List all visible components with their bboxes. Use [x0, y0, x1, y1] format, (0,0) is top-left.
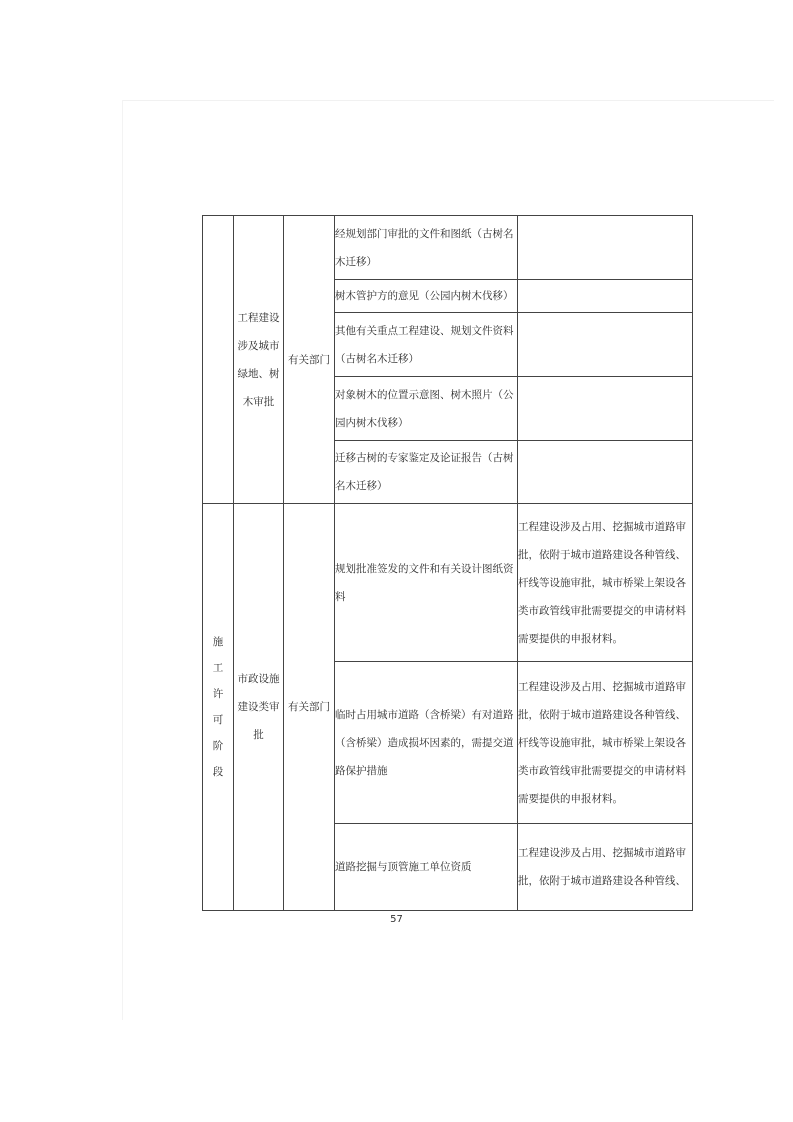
scan-edge — [122, 100, 123, 1020]
note-cell — [518, 377, 693, 441]
material-cell: 经规划部门审批的文件和图纸（古树名木迁移） — [335, 216, 518, 280]
stage-char: 工 — [212, 662, 224, 674]
material-cell: 其他有关重点工程建设、规划文件资料（古树名木迁移） — [335, 313, 518, 377]
stage-char: 段 — [212, 766, 224, 778]
material-cell: 规划批准签发的文件和有关设计图纸资料 — [335, 504, 518, 662]
stage-char: 可 — [212, 714, 224, 726]
stage-char: 施 — [212, 636, 224, 648]
category-cell: 市政设施建设类审批 — [234, 504, 284, 911]
note-cell — [518, 280, 693, 313]
material-cell: 对象树木的位置示意图、树木照片（公园内树木伐移） — [335, 377, 518, 441]
material-cell: 树木管护方的意见（公园内树木伐移） — [335, 280, 518, 313]
department-cell: 有关部门 — [284, 216, 335, 504]
requirements-table — [202, 215, 693, 911]
note-cell — [518, 216, 693, 280]
scan-edge — [122, 100, 774, 101]
material-cell: 道路挖掘与顶管施工单位资质 — [335, 824, 518, 911]
stage-char: 阶 — [212, 740, 224, 752]
department-cell: 有关部门 — [284, 504, 335, 911]
stage-cell-empty — [203, 216, 234, 504]
material-cell: 迁移古树的专家鉴定及论证报告（古树名木迁移） — [335, 441, 518, 504]
stage-char: 许 — [212, 688, 224, 700]
table-row — [203, 504, 693, 662]
material-cell: 临时占用城市道路（含桥梁）有对道路（含桥梁）造成损坏因素的，需提交道路保护措施 — [335, 662, 518, 824]
category-cell: 工程建设涉及城市绿地、树木审批 — [234, 216, 284, 504]
note-cell — [518, 441, 693, 504]
table-row — [203, 216, 693, 280]
stage-cell — [203, 504, 234, 911]
note-cell: 工程建设涉及占用、挖掘城市道路审批，依附于城市道路建设各种管线、 — [518, 824, 693, 911]
note-cell: 工程建设涉及占用、挖掘城市道路审批，依附于城市道路建设各种管线、杆线等设施审批，城市桥梁上架设各类市政管线审批需要提交的申请材料需要提供的申报材料。 — [518, 504, 693, 662]
note-cell: 工程建设涉及占用、挖掘城市道路审批，依附于城市道路建设各种管线、杆线等设施审批，城市桥梁上架设各类市政管线审批需要提交的申请材料需要提供的申报材料。 — [518, 662, 693, 824]
note-cell — [518, 313, 693, 377]
page-number: 57 — [390, 914, 403, 925]
